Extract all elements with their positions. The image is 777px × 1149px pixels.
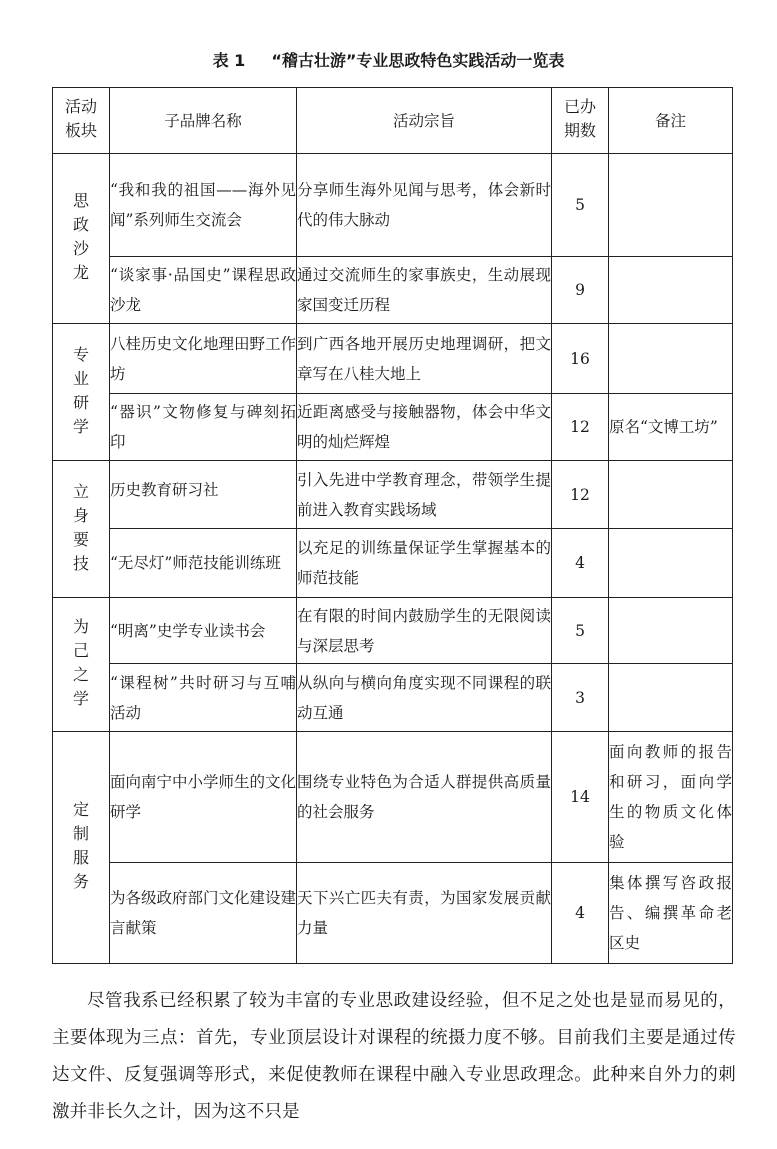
table-number: 表 1 xyxy=(212,51,246,70)
table-header-row xyxy=(53,88,733,154)
note-cell xyxy=(609,664,733,732)
purpose-cell: 分享师生海外见闻与思考，体会新时代的伟大脉动 xyxy=(297,154,552,257)
brand-cell: “明离”史学专业读书会 xyxy=(110,598,297,664)
purpose-cell: 在有限的时间内鼓励学生的无限阅读与深层思考 xyxy=(297,598,552,664)
count-cell: 9 xyxy=(552,257,609,324)
brand-cell: 八桂历史文化地理田野工作坊 xyxy=(110,324,297,394)
header-block: 活动板块 xyxy=(53,88,110,154)
count-cell: 12 xyxy=(552,461,609,529)
purpose-cell: 以充足的训练量保证学生掌握基本的师范技能 xyxy=(297,529,552,598)
header-purpose: 活动宗旨 xyxy=(297,88,552,154)
note-cell xyxy=(609,257,733,324)
count-cell: 16 xyxy=(552,324,609,394)
note-cell: 集体撰写咨政报告、编撰革命老区史 xyxy=(609,863,733,964)
header-note: 备注 xyxy=(609,88,733,154)
brand-cell: “课程树”共时研习与互哺活动 xyxy=(110,664,297,732)
purpose-cell: 近距离感受与接触器物，体会中华文明的灿烂辉煌 xyxy=(297,394,552,461)
count-cell: 14 xyxy=(552,732,609,863)
block-cell: 思政沙龙 xyxy=(53,154,110,324)
brand-cell: 历史教育研习社 xyxy=(110,461,297,529)
note-cell xyxy=(609,461,733,529)
note-cell xyxy=(609,598,733,664)
table-row xyxy=(53,732,733,863)
table-row xyxy=(53,664,733,732)
count-cell: 5 xyxy=(552,154,609,257)
table-row xyxy=(53,324,733,394)
count-cell: 4 xyxy=(552,529,609,598)
purpose-cell: 围绕专业特色为合适人群提供高质量的社会服务 xyxy=(297,732,552,863)
block-cell: 为己之学 xyxy=(53,598,110,732)
block-cell: 立身要技 xyxy=(53,461,110,598)
count-cell: 4 xyxy=(552,863,609,964)
table-row xyxy=(53,257,733,324)
purpose-cell: 通过交流师生的家事族史，生动展现家国变迁历程 xyxy=(297,257,552,324)
table-row xyxy=(53,394,733,461)
table-row xyxy=(53,529,733,598)
brand-cell: “器识”文物修复与碑刻拓印 xyxy=(110,394,297,461)
count-cell: 5 xyxy=(552,598,609,664)
note-cell xyxy=(609,324,733,394)
table-row xyxy=(53,863,733,964)
block-cell: 专业研学 xyxy=(53,324,110,461)
purpose-cell: 天下兴亡匹夫有责，为国家发展贡献力量 xyxy=(297,863,552,964)
brand-cell: 为各级政府部门文化建设建言献策 xyxy=(110,863,297,964)
table-title xyxy=(0,49,777,73)
body-paragraph: 尽管我系已经积累了较为丰富的专业思政建设经验，但不足之处也是显而易见的，主要体现为三点：首先，专业顶层设计对课程的统摄力度不够。目前我们主要是通过传达文件、反复强调等形式，来促使教师在课程中融入专业思政理念。此种来自外力的刺激并非长久之计，因为这不只是 xyxy=(52,991,736,1122)
activity-table xyxy=(52,87,733,964)
brand-cell: 面向南宁中小学师生的文化研学 xyxy=(110,732,297,863)
table-row xyxy=(53,461,733,529)
table-caption: “稽古壮游”专业思政特色实践活动一览表 xyxy=(271,51,565,70)
note-cell xyxy=(609,529,733,598)
count-cell: 3 xyxy=(552,664,609,732)
count-cell: 12 xyxy=(552,394,609,461)
note-cell: 原名“文博工坊” xyxy=(609,394,733,461)
block-cell: 定制服务 xyxy=(53,732,110,964)
brand-cell: “无尽灯”师范技能训练班 xyxy=(110,529,297,598)
note-cell xyxy=(609,154,733,257)
brand-cell: “我和我的祖国——海外见闻”系列师生交流会 xyxy=(110,154,297,257)
table-row xyxy=(53,598,733,664)
table-row xyxy=(53,154,733,257)
purpose-cell: 从纵向与横向角度实现不同课程的联动互通 xyxy=(297,664,552,732)
header-brand: 子品牌名称 xyxy=(110,88,297,154)
header-count: 已办期数 xyxy=(552,88,609,154)
purpose-cell: 引入先进中学教育理念，带领学生提前进入教育实践场域 xyxy=(297,461,552,529)
purpose-cell: 到广西各地开展历史地理调研，把文章写在八桂大地上 xyxy=(297,324,552,394)
brand-cell: “谈家事·品国史”课程思政沙龙 xyxy=(110,257,297,324)
note-cell: 面向教师的报告和研习，面向学生的物质文化体验 xyxy=(609,732,733,863)
